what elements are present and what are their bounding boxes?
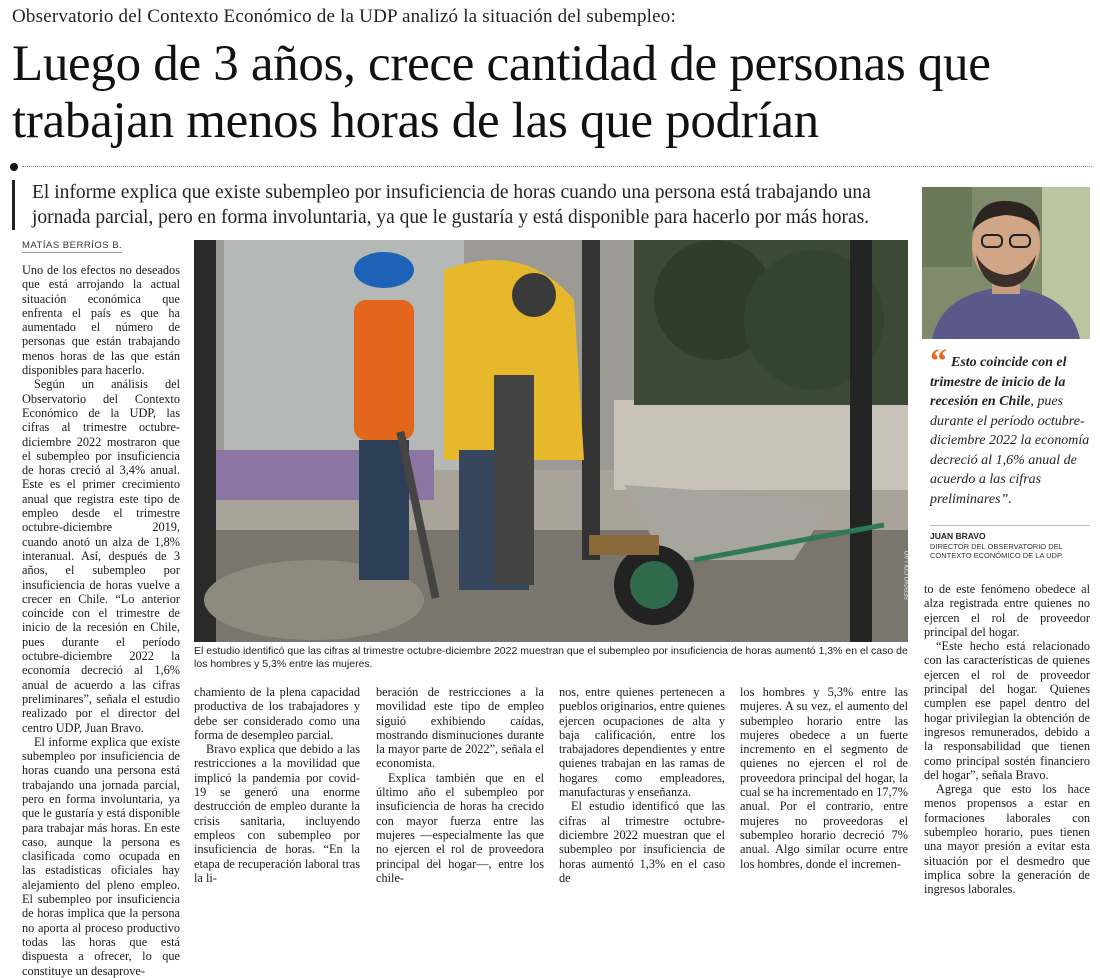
bullet-dot-icon	[10, 163, 18, 171]
construction-workers-image	[194, 240, 908, 642]
paragraph: “Este hecho está relacionado con las características de quienes ejercen el rol de proveedor principal del hogar. Quienes cumplen ese papel dentro del hogar privilegian la obtención de ingresos remunerados, debido a la responsabilidad que tienen como principal sostén financiero del hogar”, señala Bravo.	[924, 639, 1090, 782]
divider	[22, 166, 1092, 167]
deck: El informe explica que existe subempleo por insuficiencia de horas cuando una persona está trabajando una jornada parcial, pero en forma involuntaria, ya que le gustaría y está disponible para hacerlo por más horas.	[32, 182, 871, 228]
quote-divider	[930, 525, 1090, 526]
portrait-photo	[922, 187, 1090, 339]
paragraph: El informe explica que existe subempleo por insuficiencia de horas cuando una persona está trabajando una jornada parcial, pero en forma involuntaria, ya que le gustaría y está disponible para trabajar más horas. En este caso, aunque la persona es clasificada como ocupada en las estadísticas oficiales hay alejamiento del pleno empleo. El subempleo por insuficiencia de horas implica que la persona no aporta al proceso productivo todas las horas que está dispuesta a ofrecer, lo que constituye un desaprove-	[22, 734, 180, 978]
paragraph: Uno de los efectos no deseados que está arrojando la actual situación económica que enfrenta el país es que ha aumentado el número de personas que están trabajando menos horas de las que están disponibles para hacerlo.	[22, 263, 180, 378]
column-2	[194, 685, 360, 885]
pull-quote-rest: , pues durante el período octubre-diciembre 2022 la economía decreció al 1,6% anual de acuerdo a las cifras preliminares”.	[930, 394, 1090, 507]
paragraph: chamiento de la plena capacidad productiva de los trabajadores y debe ser considerado como una forma de desempleo parcial.	[194, 685, 360, 742]
article-photo	[194, 240, 908, 642]
paragraph: to de este fenómeno obedece al alza registrada entre quienes no ejercen el rol de proveedor principal del hogar.	[924, 582, 1090, 639]
photo-credit: SERGIO COLLAO	[905, 550, 911, 600]
paragraph: los hombres y 5,3% entre las mujeres. A su vez, el aumento del subempleo horario entre las mujeres obedece a un fuerte incremento en el segmento de quienes no ejercen el rol de proveedora principal del hogar, la cual se ha incrementado en 17,7% anual. Por el contrario, entre mujeres no proveedoras el subempleo horario decreció 7% anual. Algo similar ocurre entre los hombres, donde el incremen-	[740, 685, 908, 871]
paragraph: Explica también que en el último año el subempleo por insuficiencia de horas ha crecido con mayor fuerza entre las mujeres —especialmente las que no ejercen el rol de proveedora principal del hogar—, entre los chile-	[376, 770, 544, 885]
headline: Luego de 3 años, crece cantidad de personas que trabajan menos horas de las que podrían	[12, 36, 991, 149]
kicker: Observatorio del Contexto Económico de la UDP analizó la situación del subempleo:	[12, 6, 676, 27]
paragraph: El estudio identificó que las cifras al trimestre octubre-diciembre 2022 muestran que el subempleo por insuficiencia de horas aumentó 1,3% en el caso de	[559, 799, 725, 885]
column-1	[22, 263, 180, 978]
byline: MATÍAS BERRÍOS B.	[22, 240, 123, 251]
paragraph: Agrega que esto los hace menos propensos a estar en formaciones laborales con subempleo horario, pues tienen una mayor presión a evitar esta situación por el desmedro que implica sobre la generación de ingresos laborales.	[924, 782, 1090, 897]
column-6	[924, 582, 1090, 897]
paragraph: nos, entre quienes pertenecen a pueblos originarios, entre quienes ejercen ocupaciones de alta y baja calificación, entre los trabajadores dependientes y entre quienes trabajan en las ramas de hogares como empleadores, manufacturas y enseñanza.	[559, 685, 725, 800]
quote-mark-icon: “	[930, 343, 947, 380]
column-3	[376, 685, 544, 885]
quote-role: DIRECTOR DEL OBSERVATORIO DEL CONTEXTO ECONÓMICO DE LA UDP.	[930, 542, 1064, 560]
quote-name: JUAN BRAVO	[930, 531, 986, 541]
deck-bar	[12, 180, 15, 230]
photo-caption: El estudio identificó que las cifras al trimestre octubre-diciembre 2022 muestran que el subempleo por insuficiencia de horas aumentó 1,3% en el caso de los hombres y 5,3% entre las mujeres.	[194, 645, 908, 670]
column-5	[740, 685, 908, 871]
pull-quote	[930, 343, 1090, 509]
pull-quote-bold: Esto coincide con el trimestre de inicio de la recesión en Chile	[930, 355, 1067, 409]
paragraph: Bravo explica que debido a las restricciones a la movilidad que implicó la pandemia por covid-19 se generó una enorme destrucción de empleo durante la crisis sanitaria, incluyendo empleos con subempleo por insuficiencia de horas. “En la etapa de recuperación laboral tras la li-	[194, 742, 360, 885]
paragraph: Según un análisis del Observatorio del Contexto Económico de la UDP, las cifras al trimestre octubre-diciembre 2022 mostraron que el subempleo por insuficiencia de horas creció al 3,4% anual. Este es el primer crecimiento anual que registra este tipo de empleo desde el trimestre octubre-diciembre 2019, cuando anotó un alza de 1,8% interanual. Así, después de 3 años, el subempleo por insuficiencia de horas vuelve a crecer en Chile. “Lo anterior coincide con el trimestre de inicio de la recesión en Chile, pues durante el período octubre-diciembre 2022 la economía decreció al 1,6% anual de acuerdo a las cifras preliminares”, señala el estudio realizado por el director del centro UDP, Juan Bravo.	[22, 377, 180, 735]
paragraph: beración de restricciones a la movilidad este tipo de empleo siguió exhibiendo caídas, mostrando disminuciones durante la mayor parte de 2022”, señala el economista.	[376, 685, 544, 771]
juan-bravo-portrait-image	[922, 187, 1090, 339]
column-4	[559, 685, 725, 885]
